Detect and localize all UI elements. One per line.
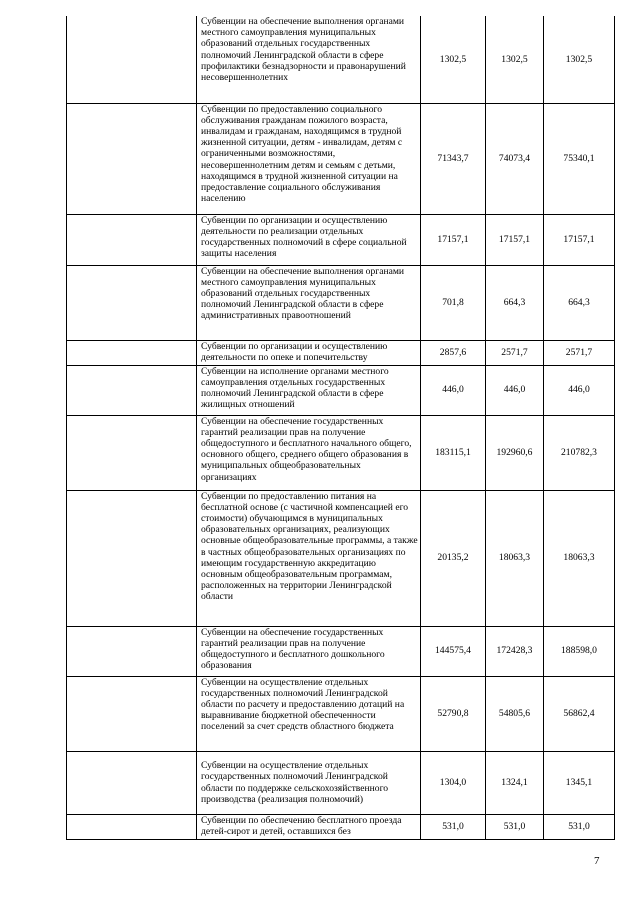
description-cell: Субвенции на исполнение органами местного самоуправления отдельных государственных полномочий Ленинградской области в сфере жилищных отношений bbox=[197, 365, 421, 415]
value-year-2: 531,0 bbox=[486, 814, 544, 839]
value-year-3: 1345,1 bbox=[544, 751, 615, 814]
value-year-3: 664,3 bbox=[544, 265, 615, 340]
subvention-table bbox=[66, 16, 615, 840]
value-year-2: 1302,5 bbox=[486, 16, 544, 103]
value-year-1: 144575,4 bbox=[421, 626, 486, 676]
value-year-3: 446,0 bbox=[544, 365, 615, 415]
code-cell bbox=[67, 214, 197, 265]
value-year-1: 20135,2 bbox=[421, 490, 486, 626]
code-cell bbox=[67, 626, 197, 676]
description-cell: Субвенции по организации и осуществлению деятельности по реализации отдельных государственных полномочий в сфере социальной защиты населения bbox=[197, 214, 421, 265]
value-year-1: 1304,0 bbox=[421, 751, 486, 814]
table-row bbox=[67, 265, 615, 340]
table-row bbox=[67, 16, 615, 103]
page-number: 7 bbox=[594, 855, 600, 867]
code-cell bbox=[67, 676, 197, 751]
description-cell: Субвенции на обеспечение государственных гарантий реализации прав на получение общедоступного и бесплатного дошкольного образования bbox=[197, 626, 421, 676]
value-year-1: 71343,7 bbox=[421, 103, 486, 214]
code-cell bbox=[67, 265, 197, 340]
value-year-3: 210782,3 bbox=[544, 415, 615, 490]
code-cell bbox=[67, 16, 197, 103]
value-year-1: 17157,1 bbox=[421, 214, 486, 265]
table-row bbox=[67, 814, 615, 839]
value-year-3: 531,0 bbox=[544, 814, 615, 839]
value-year-2: 18063,3 bbox=[486, 490, 544, 626]
value-year-2: 2571,7 bbox=[486, 340, 544, 365]
value-year-1: 52790,8 bbox=[421, 676, 486, 751]
value-year-3: 2571,7 bbox=[544, 340, 615, 365]
value-year-1: 446,0 bbox=[421, 365, 486, 415]
description-cell: Субвенции на обеспечение выполнения органами местного самоуправления муниципальных образований отдельных государственных полномочий Ленинградской области в сфере административных правоотношений bbox=[197, 265, 421, 340]
value-year-1: 701,8 bbox=[421, 265, 486, 340]
value-year-2: 1324,1 bbox=[486, 751, 544, 814]
value-year-1: 1302,5 bbox=[421, 16, 486, 103]
description-cell: Субвенции на обеспечение выполнения органами местного самоуправления муниципальных образований отдельных государственных полномочий Ленинградской области в сфере профилактики безнадзорности и правонарушений несовершеннолетних bbox=[197, 16, 421, 103]
value-year-3: 18063,3 bbox=[544, 490, 615, 626]
value-year-2: 446,0 bbox=[486, 365, 544, 415]
description-cell: Субвенции по организации и осуществлению деятельности по опеке и попечительству bbox=[197, 340, 421, 365]
value-year-2: 54805,6 bbox=[486, 676, 544, 751]
code-cell bbox=[67, 415, 197, 490]
value-year-3: 56862,4 bbox=[544, 676, 615, 751]
table-body bbox=[67, 16, 615, 839]
table-row bbox=[67, 626, 615, 676]
code-cell bbox=[67, 751, 197, 814]
code-cell bbox=[67, 103, 197, 214]
table-row bbox=[67, 751, 615, 814]
table-row bbox=[67, 676, 615, 751]
description-cell: Субвенции на осуществление отдельных государственных полномочий Ленинградской области по поддержке сельскохозяйственного производства (реализация полномочий) bbox=[197, 751, 421, 814]
value-year-3: 188598,0 bbox=[544, 626, 615, 676]
description-cell: Субвенции на обеспечение государственных гарантий реализации прав на получение общедоступного и бесплатного начального общего, основного общего, среднего общего образования в муниципальных общеобразовательных организациях bbox=[197, 415, 421, 490]
code-cell bbox=[67, 340, 197, 365]
description-cell: Субвенции на осуществление отдельных государственных полномочий Ленинградской области по расчету и предоставлению дотаций на выравнивание бюджетной обеспеченности поселений за счет средств областного бюджета bbox=[197, 676, 421, 751]
table-row bbox=[67, 415, 615, 490]
table-row bbox=[67, 490, 615, 626]
value-year-2: 192960,6 bbox=[486, 415, 544, 490]
code-cell bbox=[67, 814, 197, 839]
value-year-3: 1302,5 bbox=[544, 16, 615, 103]
value-year-3: 75340,1 bbox=[544, 103, 615, 214]
value-year-1: 531,0 bbox=[421, 814, 486, 839]
table-row bbox=[67, 214, 615, 265]
description-cell: Субвенции по предоставлению питания на бесплатной основе (с частичной компенсацией его стоимости) обучающимся в муниципальных образовательных организациях, реализующих основные общеобразовательные программы, а также в частных общеобразовательных организациях по имеющим государственную аккредитацию основным общеобразовательным программам, расположенных на территории Ленинградской области bbox=[197, 490, 421, 626]
code-cell bbox=[67, 490, 197, 626]
table-row bbox=[67, 103, 615, 214]
value-year-1: 183115,1 bbox=[421, 415, 486, 490]
code-cell bbox=[67, 365, 197, 415]
table-row bbox=[67, 340, 615, 365]
value-year-2: 172428,3 bbox=[486, 626, 544, 676]
value-year-2: 17157,1 bbox=[486, 214, 544, 265]
value-year-3: 17157,1 bbox=[544, 214, 615, 265]
description-cell: Субвенции по обеспечению бесплатного проезда детей-сирот и детей, оставшихся без bbox=[197, 814, 421, 839]
value-year-2: 74073,4 bbox=[486, 103, 544, 214]
description-cell: Субвенции по предоставлению социального обслуживания гражданам пожилого возраста, инвалидам и гражданам, находящимся в трудной жизненной ситуации, детям - инвалидам, детям с ограниченными возможностями, несовершеннолетним детям и семьям с детьми, находящимся в трудной жизненной ситуации на предоставление социального обслуживания населению bbox=[197, 103, 421, 214]
value-year-2: 664,3 bbox=[486, 265, 544, 340]
table-row bbox=[67, 365, 615, 415]
value-year-1: 2857,6 bbox=[421, 340, 486, 365]
